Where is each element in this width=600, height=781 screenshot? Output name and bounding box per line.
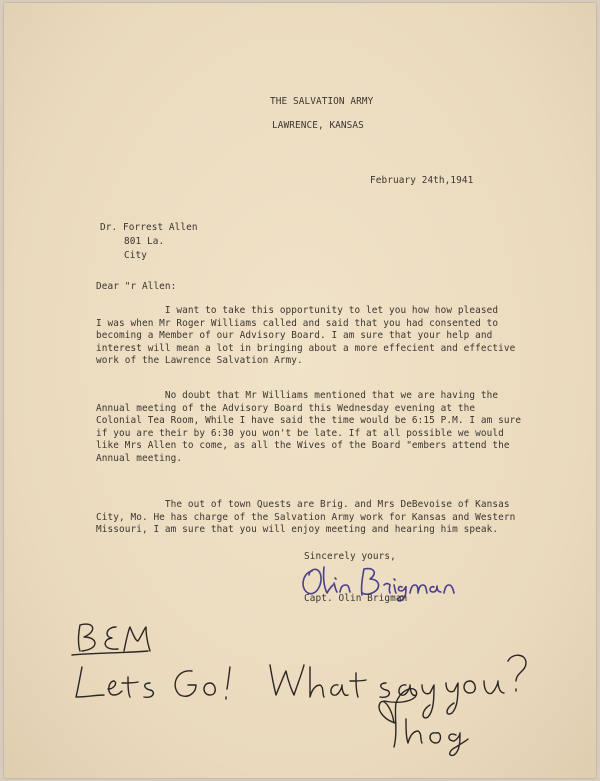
recipient-name: Dr. Forrest Allen (100, 222, 198, 233)
recipient-city: City (124, 250, 147, 261)
handwritten-note (64, 611, 534, 756)
salutation: Dear "r Allen: (96, 281, 177, 292)
body-paragraph: I want to take this opportunity to let you how how pleased I was when Mr Roger Williams called and said that you had consented to becoming a Member of our Advisory Board. I am sure that your help and interest will mean a lot in bringing about a more effecient and effective work of the Lawrence Salvation Army. (96, 305, 516, 367)
body-paragraph: The out of town Quests are Brig. and Mrs DeBevoise of Kansas City, Mo. He has charge of the Salvation Army work for Kansas and Western Missouri, I am sure that you will enjoy meeting and hearing him speak. (96, 499, 516, 536)
letterhead-org: THE SALVATION ARMY (270, 96, 374, 107)
letterhead-location: LAWRENCE, KANSAS (272, 120, 364, 131)
recipient-address: 801 La. (124, 236, 165, 247)
closing: Sincerely yours, (304, 551, 396, 562)
body-paragraph: No doubt that Mr Williams mentioned that we are having the Annual meeting of the Advisory Board this Wednesday evening at the Colonial Tea Room, While I have said the time would be 6:15 P.M. I am sure if you are their by 6:30 you won't be late. If at all possible we would like Mrs Allen to come, as all the Wives of the Board "embers attend the Annual meeting. (96, 390, 522, 464)
letter-date: February 24th,1941 (370, 175, 474, 186)
typed-signature-name: Capt. Olin Brigman (304, 593, 408, 604)
letter-page (4, 3, 596, 778)
